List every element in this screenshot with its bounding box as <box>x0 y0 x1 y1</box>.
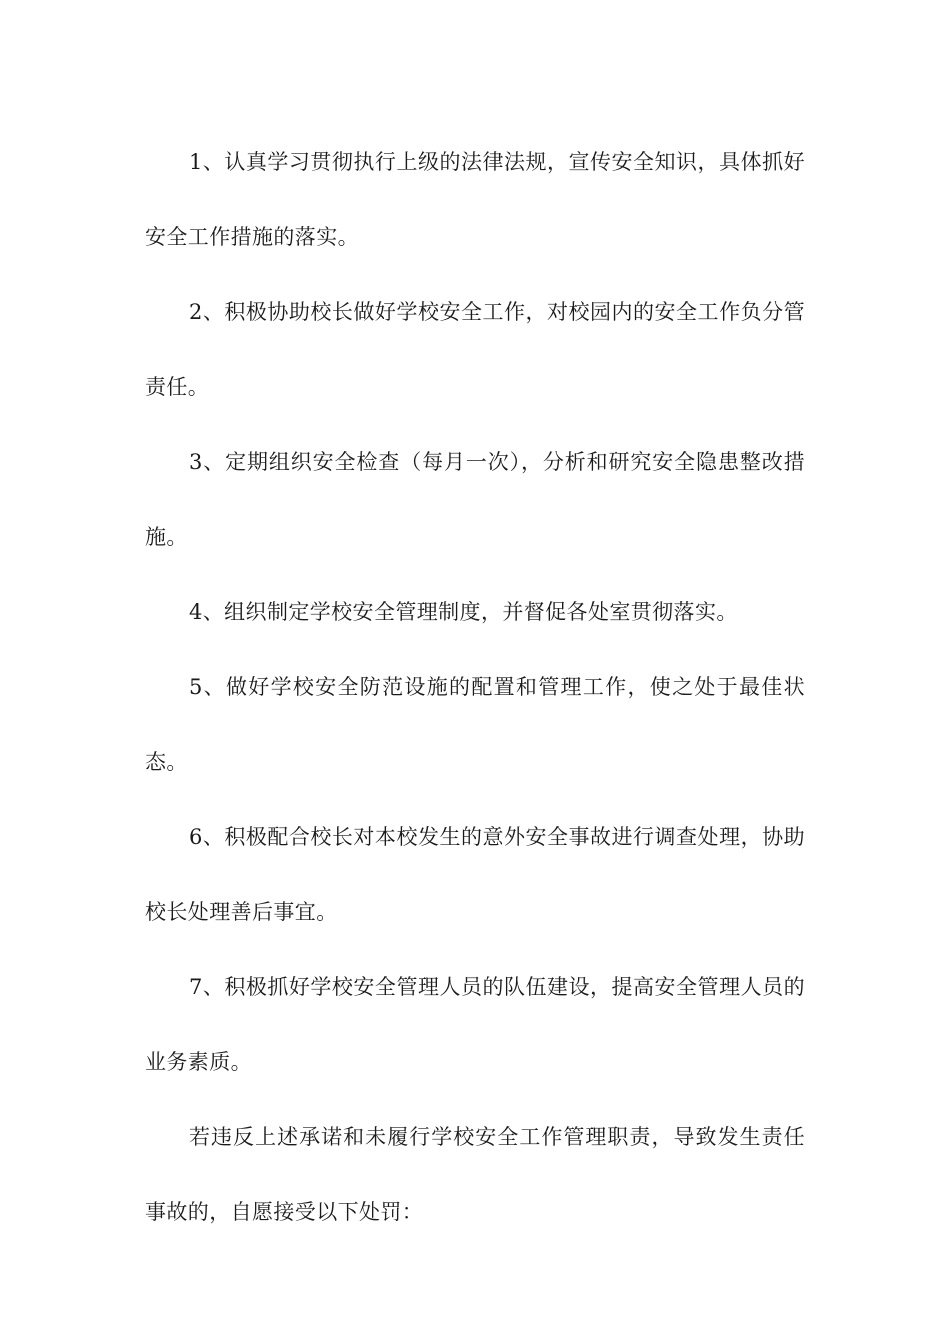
penalty-clause: 若违反上述承诺和未履行学校安全工作管理职责，导致发生责任事故的，自愿接受以下处罚： <box>145 1125 805 1224</box>
duty-item-3: 3、定期组织安全检查（每月一次），分析和研究安全隐患整改措施。 <box>145 450 805 549</box>
duty-item-7: 7、积极抓好学校安全管理人员的队伍建设，提高安全管理人员的业务素质。 <box>145 975 805 1074</box>
duty-item-6: 6、积极配合校长对本校发生的意外安全事故进行调查处理，协助校长处理善后事宜。 <box>145 825 805 924</box>
duty-item-4: 4、组织制定学校安全管理制度，并督促各处室贯彻落实。 <box>189 600 738 624</box>
document-body <box>145 125 805 1250</box>
duty-item-5: 5、做好学校安全防范设施的配置和管理工作，使之处于最佳状态。 <box>145 675 805 774</box>
duty-item-1: 1、认真学习贯彻执行上级的法律法规，宣传安全知识，具体抓好安全工作措施的落实。 <box>145 150 805 249</box>
duty-item-2: 2、积极协助校长做好学校安全工作，对校园内的安全工作负分管责任。 <box>145 300 805 399</box>
